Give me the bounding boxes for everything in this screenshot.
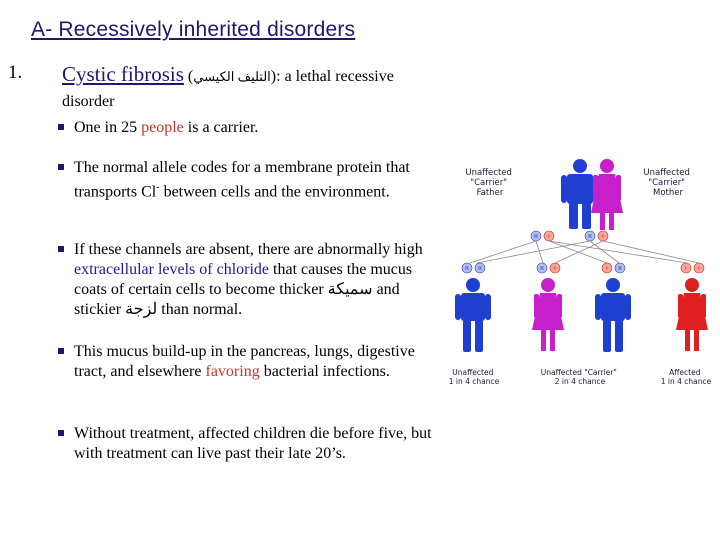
father-alleles [531, 231, 554, 241]
child2-alleles [537, 263, 560, 273]
svg-text:r: r [605, 266, 609, 272]
svg-text:R: R [588, 234, 592, 240]
child2-figure [532, 278, 564, 351]
svg-text:R: R [465, 266, 469, 272]
disease-name: Cystic fibrosis [62, 62, 184, 86]
section-heading: Cystic fibrosis (التليف الكيسي): a lethal recessive disorder [62, 62, 394, 110]
svg-text:r: r [697, 266, 701, 272]
svg-text:R: R [478, 266, 482, 272]
child1-label: Unaffected 1 in 4 chance [448, 368, 500, 386]
bullet-marker [58, 124, 64, 130]
mother-label: Unaffected "Carrier" Mother [643, 168, 690, 198]
svg-text:r: r [684, 266, 688, 272]
svg-text:r: r [601, 234, 605, 240]
svg-text:r: r [553, 266, 557, 272]
bullet-item-treatment: Without treatment, affected children die before five, but with treatment can live past their late 20’s. [58, 424, 444, 464]
svg-text:r: r [547, 234, 551, 240]
mother-figure [591, 159, 623, 230]
heading-description: ): a lethal recessive disorder [62, 68, 394, 110]
svg-text:R: R [618, 266, 622, 272]
father-label: Unaffected "Carrier" Father [465, 168, 512, 198]
bullet-marker [58, 348, 64, 354]
bullet-item-channels-absent: If these channels are absent, there are abnormally high extracellular levels of chloride that causes the mucus coats of certain cells to become thicker سميكة and stickier لزجة than normal. [58, 240, 444, 320]
svg-text:R: R [534, 234, 538, 240]
child3-alleles [602, 263, 625, 273]
mother-alleles [585, 231, 608, 241]
bullet-item-carrier-rate: One in 25 people is a carrier. [58, 118, 444, 138]
inheritance-diagram [447, 155, 715, 395]
slide-title: A- Recessively inherited disorders [31, 18, 356, 41]
bullet-item-normal-allele: The normal allele codes for a membrane protein that transports Cl- between cells and the environment. [58, 158, 444, 202]
svg-text:R: R [540, 266, 544, 272]
child1-figure [455, 278, 491, 352]
child3-figure [595, 278, 631, 352]
item-number: 1. [8, 62, 23, 83]
child4-alleles [681, 263, 704, 273]
child4-figure [676, 278, 708, 351]
bullet-marker [58, 430, 64, 436]
child1-alleles [462, 263, 485, 273]
bullet-marker [58, 164, 64, 170]
arabic-term: التليف الكيسي [193, 69, 271, 84]
cross-lines [470, 241, 699, 263]
bullet-marker [58, 246, 64, 252]
child4-label: Affected 1 in 4 chance [660, 368, 712, 386]
child23-label: Unaffected "Carrier" 2 in 4 chance [540, 368, 617, 386]
bullet-item-mucus-buildup: This mucus build-up in the pancreas, lungs, digestive tract, and elsewhere favoring bacterial infections. [58, 342, 444, 382]
